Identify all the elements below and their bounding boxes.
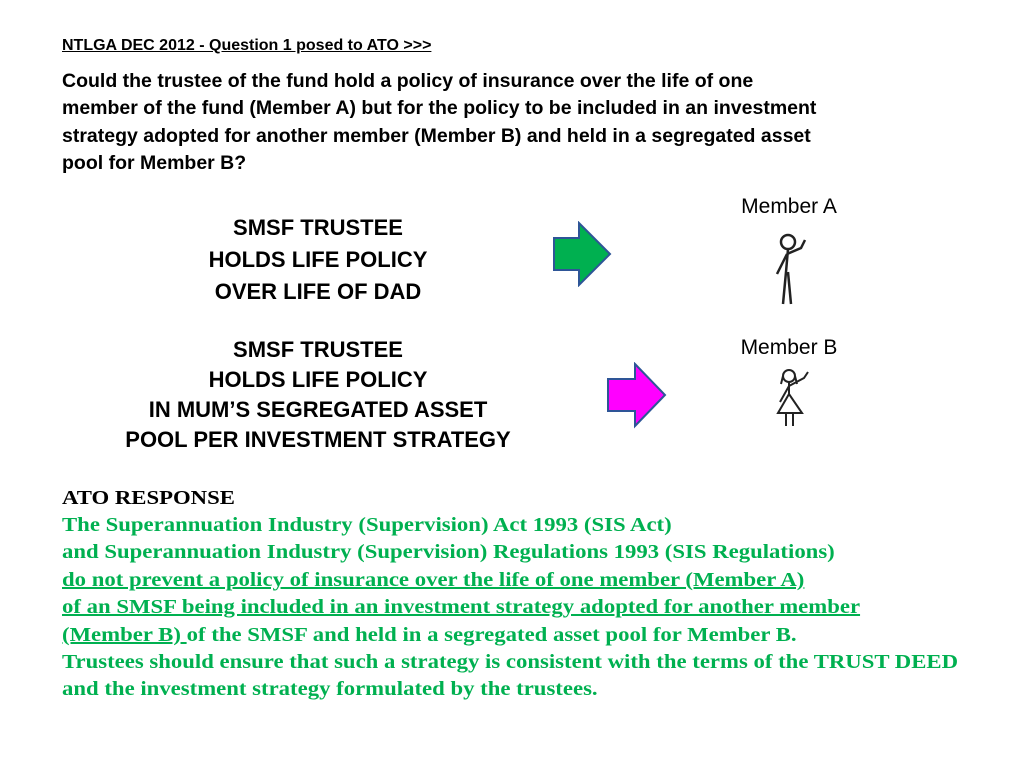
member-a-label: Member A [741,195,837,218]
block-a-line: HOLDS LIFE POLICY [208,247,428,272]
question-line: pool for Member B? [62,152,247,174]
block-b-line: SMSF TRUSTEE [233,337,403,362]
response-line: and Superannuation Industry (Supervision) Regulations 1993 (SIS Regulations) [62,541,835,563]
question-line: member of the fund (Member A) but for the policy to be included in an investment [62,97,817,119]
member-b-label: Member B [740,336,838,359]
response-line-underlined: of an SMSF being included in an investment strategy adopted for another member [62,596,861,618]
response-line-underlined: do not prevent a policy of insurance over the life of one member (Member A) [62,569,805,591]
block-b-line: IN MUM’S SEGREGATED ASSET [148,397,488,422]
block-b-line: HOLDS LIFE POLICY [208,367,428,392]
question-line: Could the trustee of the fund hold a policy of insurance over the life of one [62,70,754,92]
slide-header: NTLGA DEC 2012 - Question 1 posed to ATO >>> [62,37,432,54]
magenta-arrow-icon [606,362,668,429]
response-title: ATO RESPONSE [62,487,235,509]
stick-woman-icon [768,368,818,428]
response-line [62,624,797,647]
block-b-line: POOL PER INVESTMENT STRATEGY [125,427,511,452]
response-line: and the investment strategy formulated by the trustees. [62,678,598,700]
response-line: Trustees should ensure that such a strategy is consistent with the terms of the TRUST DEED [62,651,958,673]
member-b-underlined: (Member B) [62,624,187,646]
response-line: The Superannuation Industry (Supervision) Act 1993 (SIS Act) [62,514,672,536]
response-line-text: of the SMSF and held in a segregated asset pool for Member B. [186,624,797,646]
question-line: strategy adopted for another member (Member B) and held in a segregated asset [62,125,811,147]
stick-man-icon [765,232,815,308]
block-a-line: SMSF TRUSTEE [233,215,403,240]
block-a-line: OVER LIFE OF DAD [214,279,422,304]
green-arrow-icon [552,221,614,287]
